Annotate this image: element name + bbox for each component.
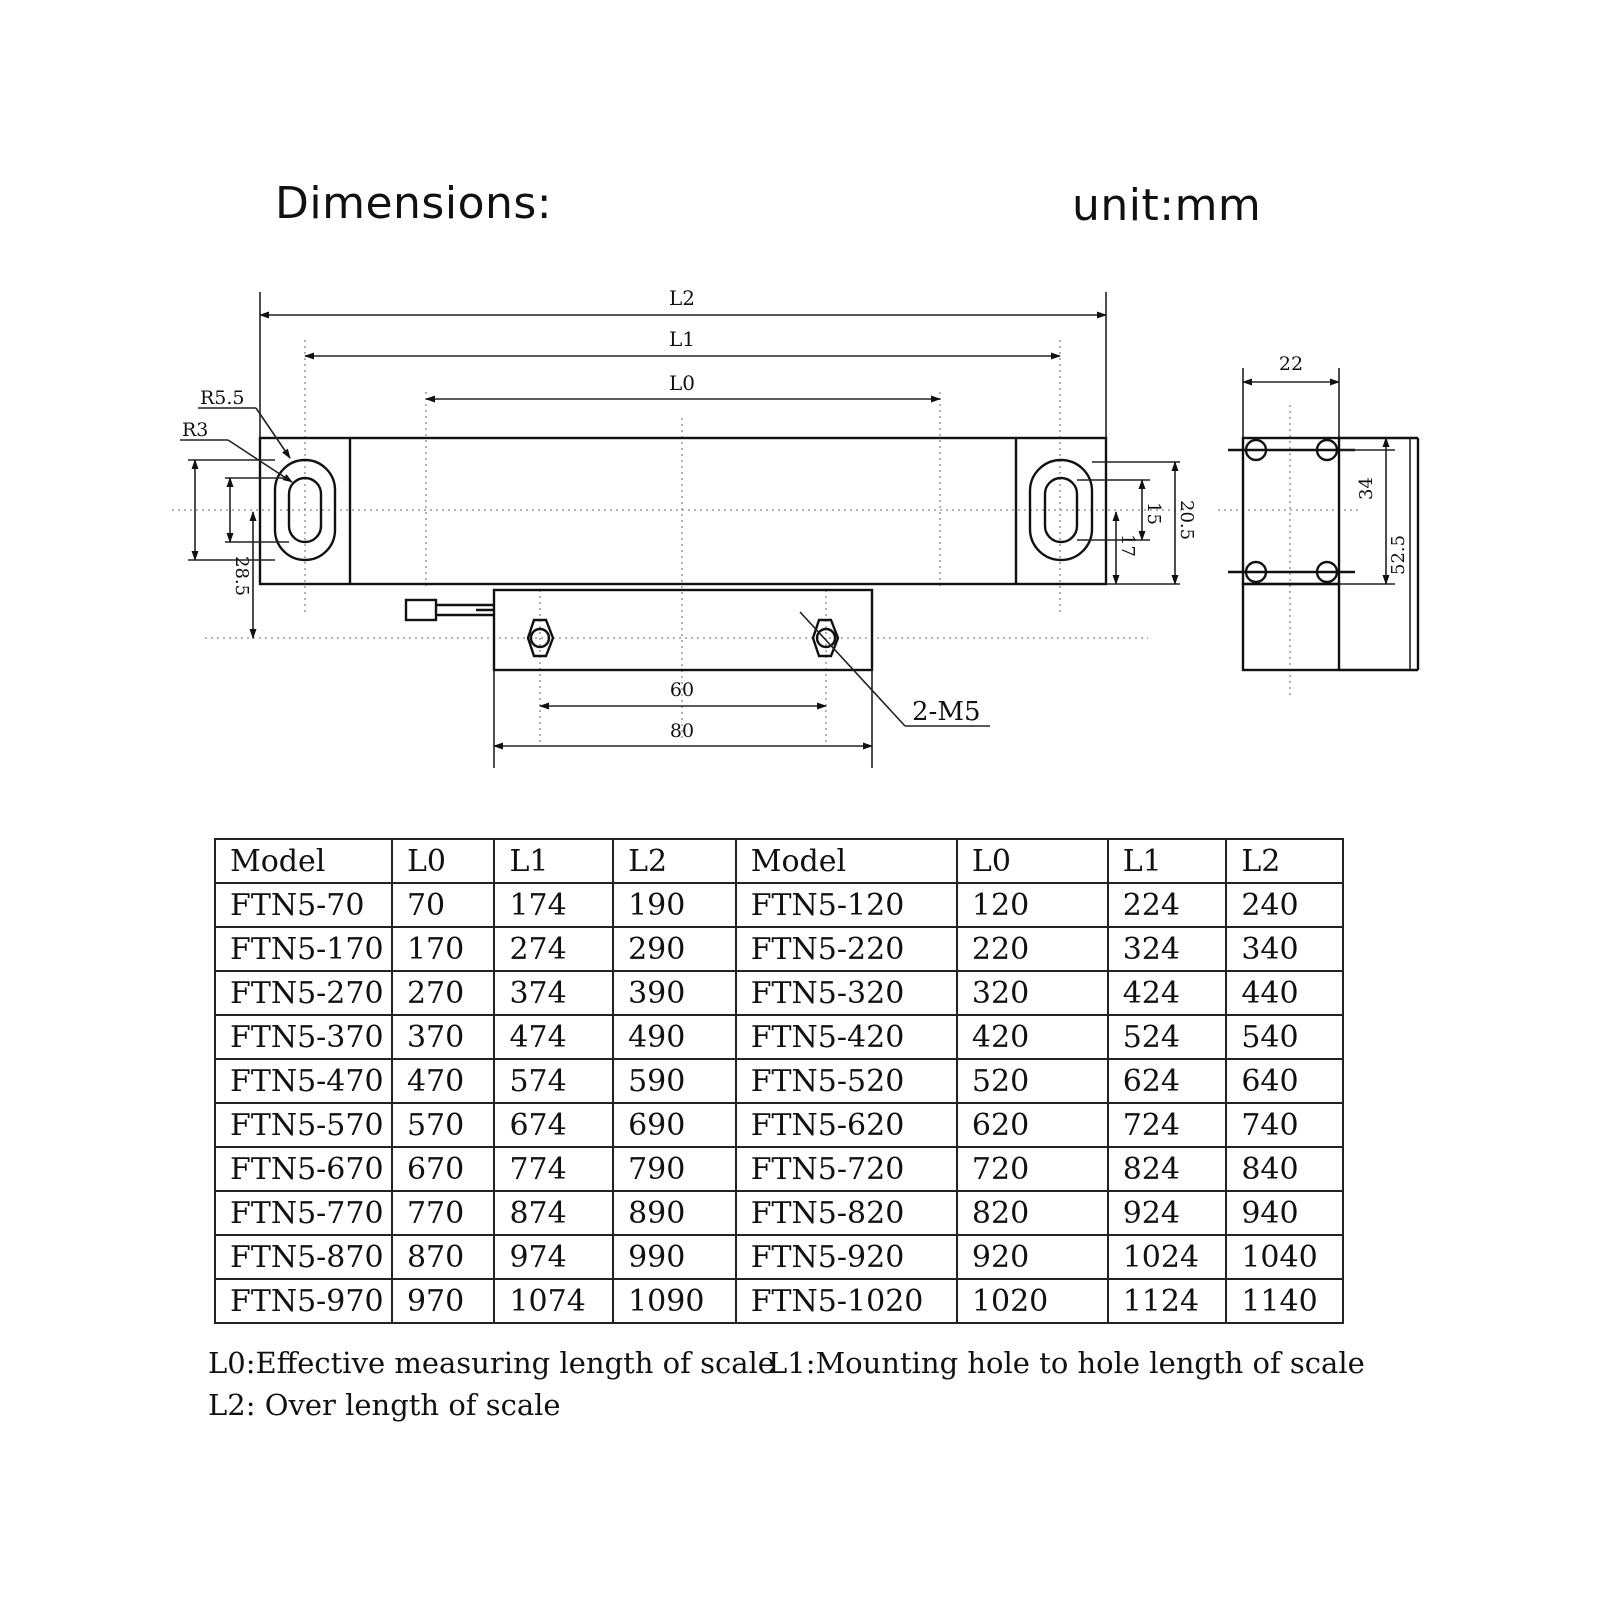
cell-l1: 774 xyxy=(494,1147,613,1191)
cell-model: FTN5-320 xyxy=(736,971,957,1015)
cell-model: FTN5-870 xyxy=(215,1235,392,1279)
column-header-l1: L1 xyxy=(1108,839,1227,883)
cell-model: FTN5-1020 xyxy=(736,1279,957,1323)
cell-model: FTN5-720 xyxy=(736,1147,957,1191)
cell-l0: 320 xyxy=(957,971,1108,1015)
cell-l0: 720 xyxy=(957,1147,1108,1191)
cell-model: FTN5-520 xyxy=(736,1059,957,1103)
cell-l1: 724 xyxy=(1108,1103,1227,1147)
cell-l1: 574 xyxy=(494,1059,613,1103)
table-row xyxy=(215,1015,1343,1059)
cell-model: FTN5-770 xyxy=(215,1191,392,1235)
column-header-l0: L0 xyxy=(957,839,1108,883)
cell-l1: 424 xyxy=(1108,971,1227,1015)
cell-l0: 270 xyxy=(392,971,495,1015)
column-header-model: Model xyxy=(215,839,392,883)
cell-model: FTN5-170 xyxy=(215,927,392,971)
cell-model: FTN5-370 xyxy=(215,1015,392,1059)
cell-model: FTN5-270 xyxy=(215,971,392,1015)
cell-l2: 840 xyxy=(1226,1147,1343,1191)
cell-l0: 520 xyxy=(957,1059,1108,1103)
d285-label: 28.5 xyxy=(231,556,252,597)
cell-l2: 940 xyxy=(1226,1191,1343,1235)
note-l1: L1:Mounting hole to hole length of scale xyxy=(768,1346,1365,1380)
table-header-row xyxy=(215,839,1343,883)
cell-model: FTN5-670 xyxy=(215,1147,392,1191)
cell-l1: 974 xyxy=(494,1235,613,1279)
cell-model: FTN5-470 xyxy=(215,1059,392,1103)
model-spec-table xyxy=(214,838,1344,1324)
cell-l0: 420 xyxy=(957,1015,1108,1059)
d205-label: 20.5 xyxy=(1176,500,1197,541)
cell-l0: 470 xyxy=(392,1059,495,1103)
side-view xyxy=(1218,353,1418,698)
d17-label: 17 xyxy=(1117,534,1138,557)
cell-l1: 824 xyxy=(1108,1147,1227,1191)
cell-l1: 1124 xyxy=(1108,1279,1227,1323)
scale-body xyxy=(260,438,1106,584)
table-row xyxy=(215,1103,1343,1147)
cell-l0: 920 xyxy=(957,1235,1108,1279)
d80-label: 80 xyxy=(669,720,695,742)
cell-l1: 374 xyxy=(494,971,613,1015)
cell-l2: 440 xyxy=(1226,971,1343,1015)
cell-l2: 340 xyxy=(1226,927,1343,971)
cell-l2: 590 xyxy=(613,1059,736,1103)
note-l0: L0:Effective measuring length of scale xyxy=(208,1346,775,1380)
l1-label: L1 xyxy=(668,327,696,351)
table-row xyxy=(215,927,1343,971)
cell-l1: 924 xyxy=(1108,1191,1227,1235)
cell-l2: 690 xyxy=(613,1103,736,1147)
cell-l2: 390 xyxy=(613,971,736,1015)
cell-l2: 790 xyxy=(613,1147,736,1191)
cell-l1: 1024 xyxy=(1108,1235,1227,1279)
table-row xyxy=(215,1279,1343,1323)
table-row xyxy=(215,1235,1343,1279)
cell-l2: 990 xyxy=(613,1235,736,1279)
cell-l0: 620 xyxy=(957,1103,1108,1147)
cell-l1: 874 xyxy=(494,1191,613,1235)
cell-l2: 540 xyxy=(1226,1015,1343,1059)
column-header-l0: L0 xyxy=(392,839,495,883)
column-header-l2: L2 xyxy=(1226,839,1343,883)
note-l2: L2: Over length of scale xyxy=(208,1388,561,1422)
cell-l0: 170 xyxy=(392,927,495,971)
cell-l2: 1040 xyxy=(1226,1235,1343,1279)
cell-l0: 870 xyxy=(392,1235,495,1279)
cell-l1: 224 xyxy=(1108,883,1227,927)
cell-l0: 670 xyxy=(392,1147,495,1191)
side-body-lower xyxy=(1243,584,1339,670)
r55-label: R5.5 xyxy=(200,387,245,409)
unit-label: unit:mm xyxy=(1072,180,1262,231)
cell-model: FTN5-420 xyxy=(736,1015,957,1059)
cable-connector xyxy=(406,600,436,620)
cell-model: FTN5-970 xyxy=(215,1279,392,1323)
column-header-l2: L2 xyxy=(613,839,736,883)
cell-model: FTN5-820 xyxy=(736,1191,957,1235)
table-row xyxy=(215,1191,1343,1235)
cell-l2: 240 xyxy=(1226,883,1343,927)
cell-l2: 290 xyxy=(613,927,736,971)
cell-model: FTN5-220 xyxy=(736,927,957,971)
d34-label: 34 xyxy=(1356,477,1377,500)
table-body xyxy=(215,883,1343,1323)
table-row xyxy=(215,1147,1343,1191)
d15-label: 15 xyxy=(1143,502,1164,525)
cell-l0: 570 xyxy=(392,1103,495,1147)
m5-label: 2-M5 xyxy=(912,697,981,727)
cell-l2: 890 xyxy=(613,1191,736,1235)
column-header-model: Model xyxy=(736,839,957,883)
table-row xyxy=(215,883,1343,927)
cell-l1: 1074 xyxy=(494,1279,613,1323)
l2-label: L2 xyxy=(668,286,696,310)
cell-l0: 120 xyxy=(957,883,1108,927)
cell-l2: 190 xyxy=(613,883,736,927)
cell-l2: 490 xyxy=(613,1015,736,1059)
r3-label: R3 xyxy=(182,419,209,441)
front-view xyxy=(172,286,1197,768)
dimensions-title: Dimensions: xyxy=(275,178,553,229)
cell-l1: 474 xyxy=(494,1015,613,1059)
cell-l1: 624 xyxy=(1108,1059,1227,1103)
cell-l1: 274 xyxy=(494,927,613,971)
cell-l0: 970 xyxy=(392,1279,495,1323)
cell-l0: 1020 xyxy=(957,1279,1108,1323)
cell-l2: 740 xyxy=(1226,1103,1343,1147)
cell-l1: 174 xyxy=(494,883,613,927)
d22-label: 22 xyxy=(1278,353,1304,375)
cell-l2: 1090 xyxy=(613,1279,736,1323)
cell-l1: 524 xyxy=(1108,1015,1227,1059)
cell-l0: 770 xyxy=(392,1191,495,1235)
cell-l0: 370 xyxy=(392,1015,495,1059)
cell-l0: 70 xyxy=(392,883,495,927)
cell-model: FTN5-70 xyxy=(215,883,392,927)
cell-model: FTN5-570 xyxy=(215,1103,392,1147)
cell-model: FTN5-920 xyxy=(736,1235,957,1279)
cell-model: FTN5-620 xyxy=(736,1103,957,1147)
cell-l0: 220 xyxy=(957,927,1108,971)
d525-label: 52.5 xyxy=(1388,534,1409,575)
cell-model: FTN5-120 xyxy=(736,883,957,927)
cell-l2: 640 xyxy=(1226,1059,1343,1103)
d60-label: 60 xyxy=(669,679,695,701)
table-row xyxy=(215,1059,1343,1103)
cell-l2: 1140 xyxy=(1226,1279,1343,1323)
l0-label: L0 xyxy=(668,371,696,395)
column-header-l1: L1 xyxy=(494,839,613,883)
cell-l1: 324 xyxy=(1108,927,1227,971)
cell-l1: 674 xyxy=(494,1103,613,1147)
cell-l0: 820 xyxy=(957,1191,1108,1235)
table-row xyxy=(215,971,1343,1015)
